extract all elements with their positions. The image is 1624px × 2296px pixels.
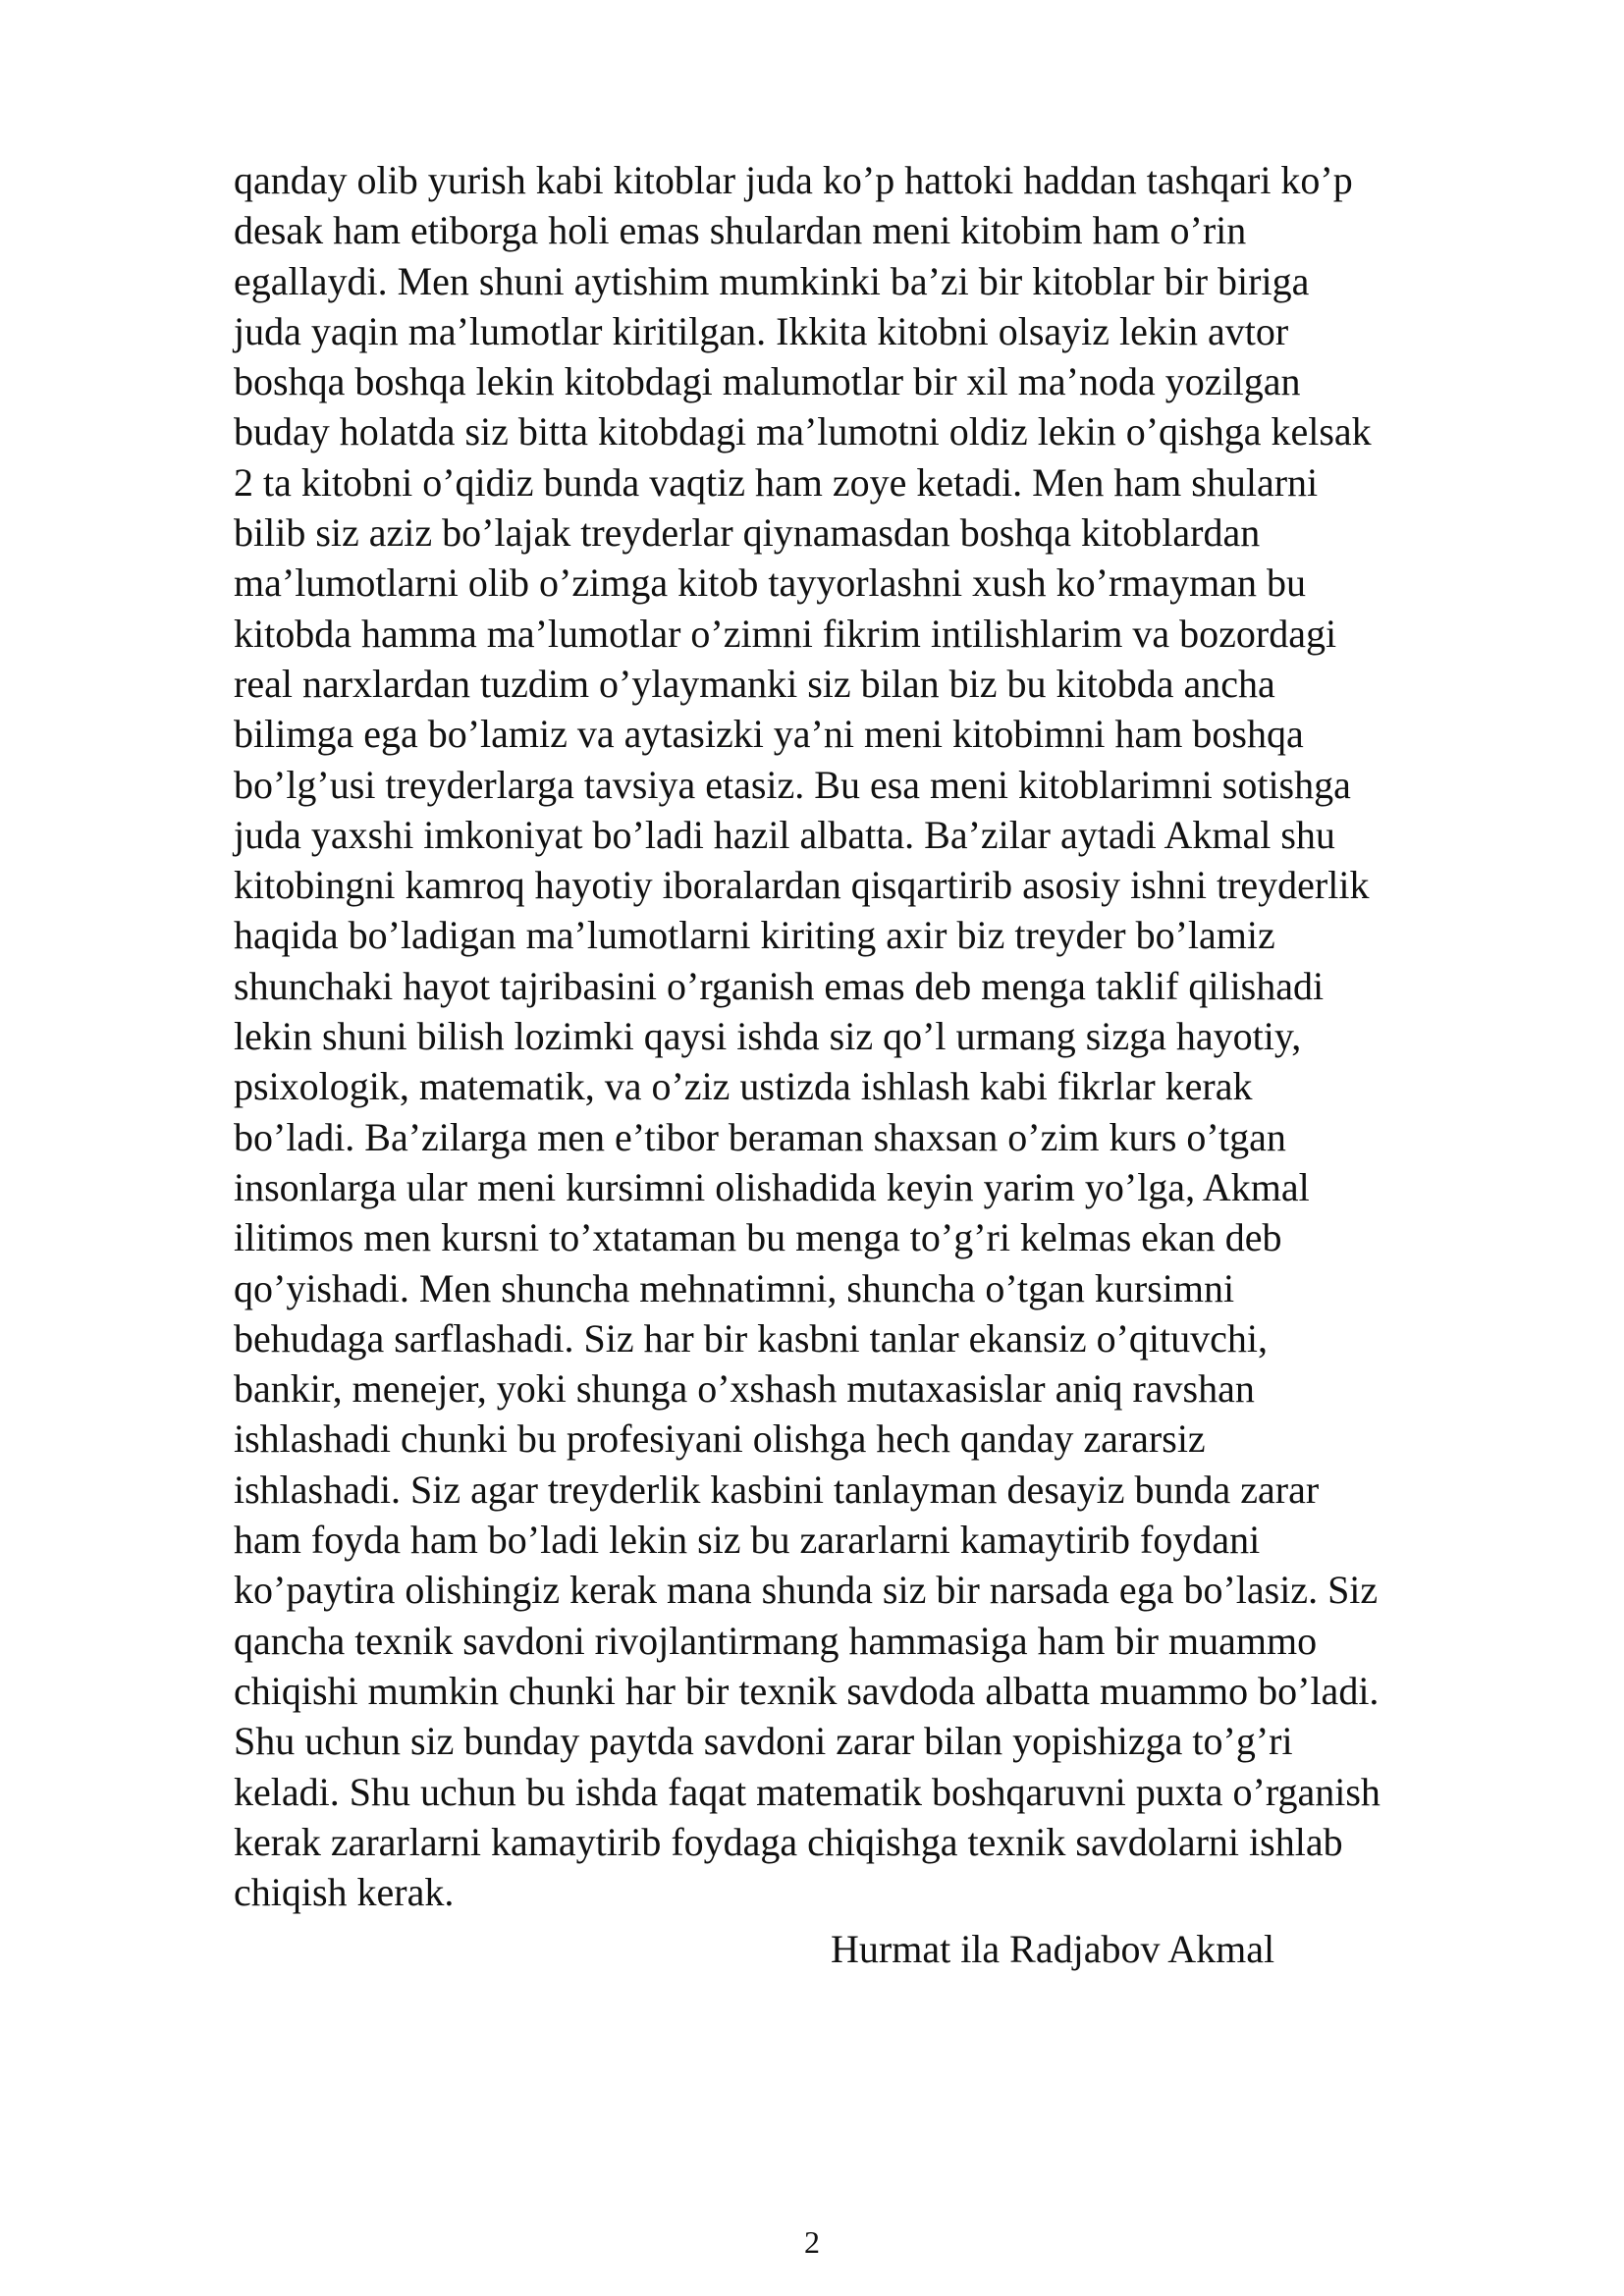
text-line: boshqa boshqa lekin kitobdagi malumotlar bir xil ma’noda yozilgan — [234, 359, 1301, 404]
text-line: bo’ladi. Ba’zilarga men e’tibor beraman shaxsan o’zim kurs o’tgan — [234, 1114, 1286, 1159]
text-line: bo’lg’usi treyderlarga tavsiya etasiz. Bu esa meni kitoblarimni sotishga — [234, 762, 1351, 807]
text-line: insonlarga ular meni kursimni olishadida keyin yarim yo’lga, Akmal — [234, 1164, 1310, 1209]
text-line: bankir, menejer, yoki shunga o’xshash mutaxasislar aniq ravshan — [234, 1366, 1255, 1412]
text-line: juda yaqin ma’lumotlar kiritilgan. Ikkita kitobni olsayiz lekin avtor — [234, 308, 1289, 353]
text-line: kerak zararlarni kamaytirib foydaga chiqishga texnik savdolarni ishlab — [234, 1819, 1343, 1864]
text-line: Shu uchun siz bunday paytda savdoni zarar bilan yopishizga to’g’ri — [234, 1719, 1293, 1764]
text-line: ko’paytira olishingiz kerak mana shunda siz bir narsada ega bo’lasiz. Siz — [234, 1568, 1379, 1613]
text-line: buday holatda siz bitta kitobdagi ma’lumotni oldiz lekin o’qishga kelsak — [234, 409, 1372, 454]
text-line: ilitimos men kursni to’xtataman bu menga to’g’ri kelmas ekan deb — [234, 1215, 1282, 1260]
text-line: juda yaxshi imkoniyat bo’ladi hazil albatta. Ba’zilar aytadi Akmal shu — [234, 812, 1335, 857]
text-line: bilimga ega bo’lamiz va aytasizki ya’ni meni kitobimni ham boshqa — [234, 712, 1304, 757]
text-line: kitobda hamma ma’lumotlar o’zimni fikrim intilishlarim va bozordagi — [234, 611, 1337, 656]
signature-line: Hurmat ila Radjabov Akmal — [831, 1927, 1275, 1971]
text-line: ishlashadi chunki bu profesiyani olishga hech qanday zararsiz — [234, 1416, 1206, 1462]
text-line: qanday olib yurish kabi kitoblar juda ko’p hattoki haddan tashqari ko’p — [234, 158, 1353, 202]
text-line: psixologik, matematik, va o’ziz ustizda ishlash kabi fikrlar kerak — [234, 1064, 1253, 1109]
text-line: haqida bo’ladigan ma’lumotlarni kiriting axir biz treyder bo’lamiz — [234, 913, 1275, 958]
text-line: ma’lumotlarni olib o’zimga kitob tayyorlashni xush ko’rmayman bu — [234, 561, 1307, 606]
text-line: keladi. Shu uchun bu ishda faqat matematik boshqaruvni puxta o’rganish — [234, 1769, 1380, 1814]
text-line: qancha texnik savdoni rivojlantirmang hammasiga ham bir muammo — [234, 1618, 1318, 1663]
body-paragraph — [234, 155, 1540, 1917]
text-line: kitobingni kamroq hayotiy iboralardan qisqartirib asosiy ishni treyderlik — [234, 863, 1370, 908]
text-line: shunchaki hayot tajribasini o’rganish emas deb menga taklif qilishadi — [234, 963, 1325, 1008]
text-line: 2 ta kitobni o’qidiz bunda vaqtiz ham zoye ketadi. Men ham shularni — [234, 459, 1319, 505]
text-line: lekin shuni bilish lozimki qaysi ishda siz qo’l urmang sizga hayotiy, — [234, 1014, 1302, 1059]
text-line: ham foyda ham bo’ladi lekin siz bu zararlarni kamaytirib foydani — [234, 1518, 1261, 1563]
text-line: real narxlardan tuzdim o’ylaymanki siz bilan biz bu kitobda ancha — [234, 661, 1275, 706]
text-line: egallaydi. Men shuni aytishim mumkinki ba’zi bir kitoblar bir biriga — [234, 258, 1310, 303]
text-line: chiqishi mumkin chunki har bir texnik savdoda albatta muammo bo’ladi. — [234, 1668, 1380, 1713]
text-line: behudaga sarflashadi. Siz har bir kasbni tanlar ekansiz o’qituvchi, — [234, 1315, 1268, 1361]
text-line: ishlashadi. Siz agar treyderlik kasbini tanlayman desayiz bunda zarar — [234, 1467, 1320, 1512]
text-line: qo’yishadi. Men shuncha mehnatimni, shuncha o’tgan kursimni — [234, 1265, 1235, 1310]
page-number: 2 — [804, 2224, 820, 2260]
text-line: desak ham etiborga holi emas shulardan meni kitobim ham o’rin — [234, 208, 1247, 253]
text-line: chiqish kerak. — [234, 1870, 455, 1915]
text-line: bilib siz aziz bo’lajak treyderlar qiynamasdan boshqa kitoblardan — [234, 510, 1261, 556]
